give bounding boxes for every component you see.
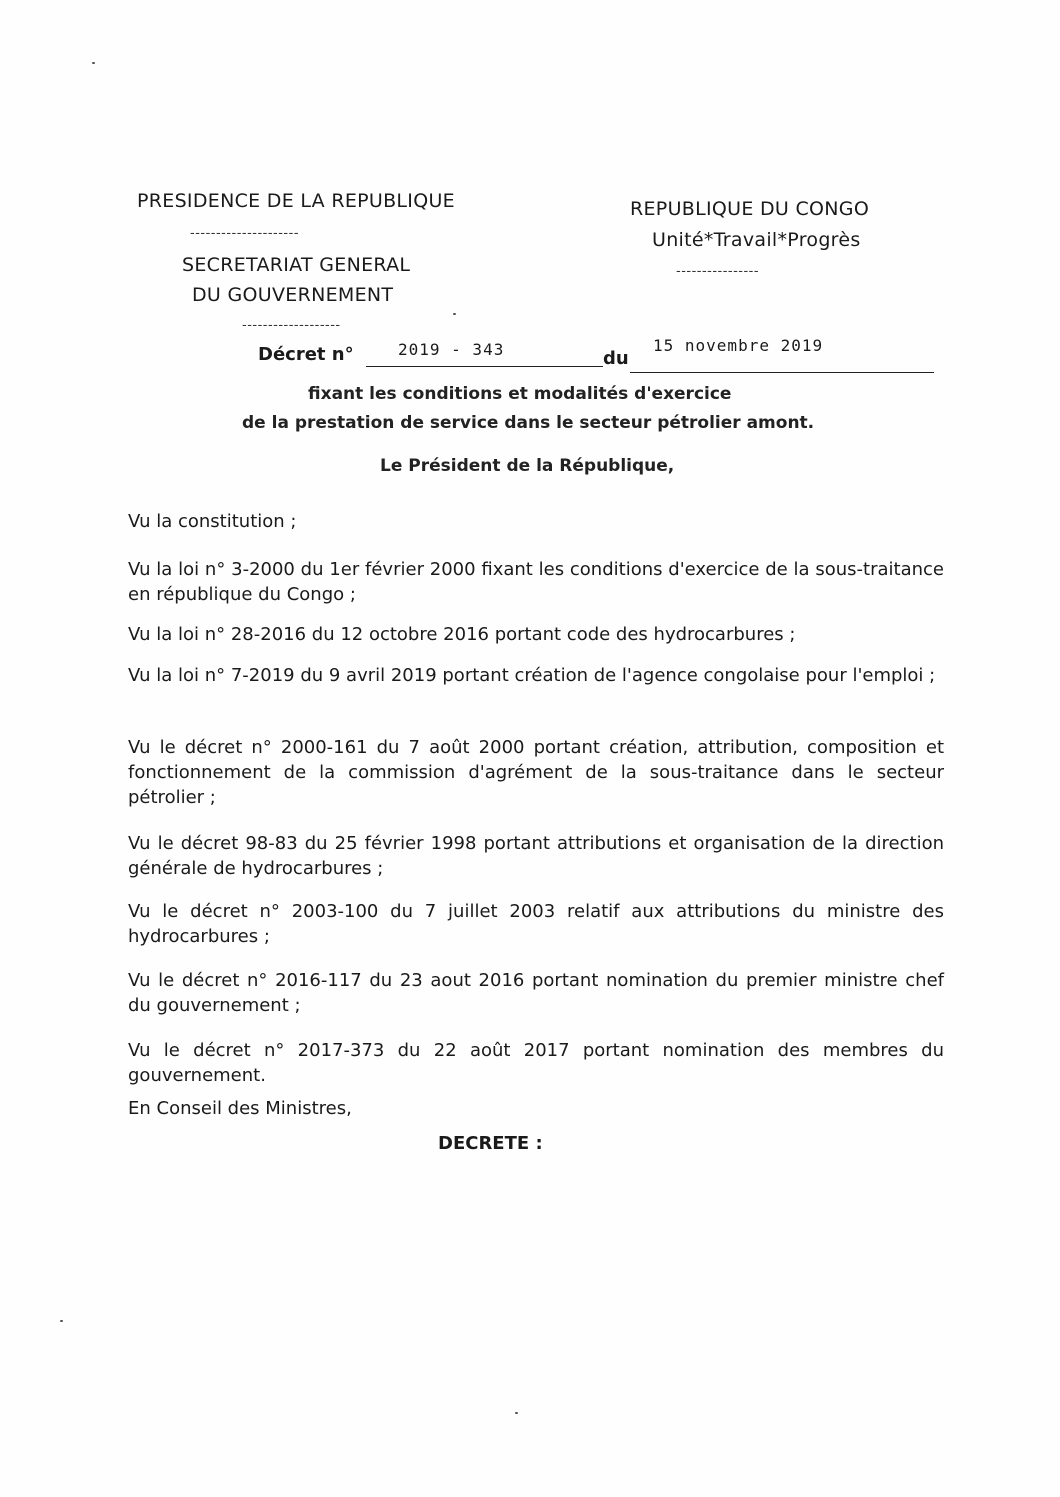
consideration-decret-2017-373: Vu le décret n° 2017-373 du 22 août 2017 portant nomination des membres du gouvernement. <box>128 1040 944 1086</box>
decree-date: 15 novembre 2019 <box>653 336 824 355</box>
consideration-decret-2000-161: Vu le décret n° 2000-161 du 7 août 2000 portant création, attribution, composition et fonctionnement de la commission d'agrément de la sous-traitance dans le secteur pétrolier ; <box>128 737 944 808</box>
header-dash-left-2: ------------------- <box>242 318 341 333</box>
decree-subject-line-1: fixant les conditions et modalités d'exercice <box>308 384 732 404</box>
consideration-decret-2016-117: Vu le décret n° 2016-117 du 23 aout 2016 portant nomination du premier ministre chef du gouvernement ; <box>128 970 944 1016</box>
header-motto: Unité*Travail*Progrès <box>652 229 861 251</box>
consideration-loi-7-2019: Vu la loi n° 7-2019 du 9 avril 2019 portant création de l'agence congolaise pour l'emploi ; <box>128 665 936 686</box>
scan-speck <box>60 1320 63 1322</box>
header-gouvernement: DU GOUVERNEMENT <box>192 284 394 306</box>
decree-number-line <box>258 336 938 376</box>
decrete-heading: DECRETE : <box>438 1133 543 1154</box>
decree-date-underline <box>630 372 934 373</box>
scan-speck <box>515 1412 518 1414</box>
decree-number: 2019 - 343 <box>398 340 505 359</box>
header-presidence: PRESIDENCE DE LA REPUBLIQUE <box>137 190 455 212</box>
decree-president-line: Le Président de la République, <box>380 456 675 476</box>
header-dash-left-1: --------------------- <box>190 226 300 241</box>
consideration-decret-2003-100: Vu le décret n° 2003-100 du 7 juillet 2003 relatif aux attributions du ministre des hydrocarbures ; <box>128 901 944 947</box>
consideration-loi-3-2000: Vu la loi n° 3-2000 du 1er février 2000 fixant les conditions d'exercice de la sous-traitance en république du Congo ; <box>128 559 944 605</box>
header-republique: REPUBLIQUE DU CONGO <box>630 198 870 220</box>
consideration-loi-28-2016: Vu la loi n° 28-2016 du 12 octobre 2016 portant code des hydrocarbures ; <box>128 624 796 645</box>
council-line: En Conseil des Ministres, <box>128 1098 352 1119</box>
header-secretariat: SECRETARIAT GENERAL <box>182 254 411 276</box>
consideration-constitution: Vu la constitution ; <box>128 511 297 532</box>
scan-speck <box>453 313 456 315</box>
decree-label: Décret n° <box>258 344 354 365</box>
scan-speck <box>92 62 95 64</box>
decree-subject-line-2: de la prestation de service dans le secteur pétrolier amont. <box>242 413 815 433</box>
decree-du-label: du <box>603 348 629 369</box>
consideration-decret-98-83: Vu le décret 98-83 du 25 février 1998 portant attributions et organisation de la direction générale de hydrocarbures ; <box>128 833 944 879</box>
decree-number-underline <box>366 366 603 367</box>
header-dash-right: ---------------- <box>676 264 760 279</box>
